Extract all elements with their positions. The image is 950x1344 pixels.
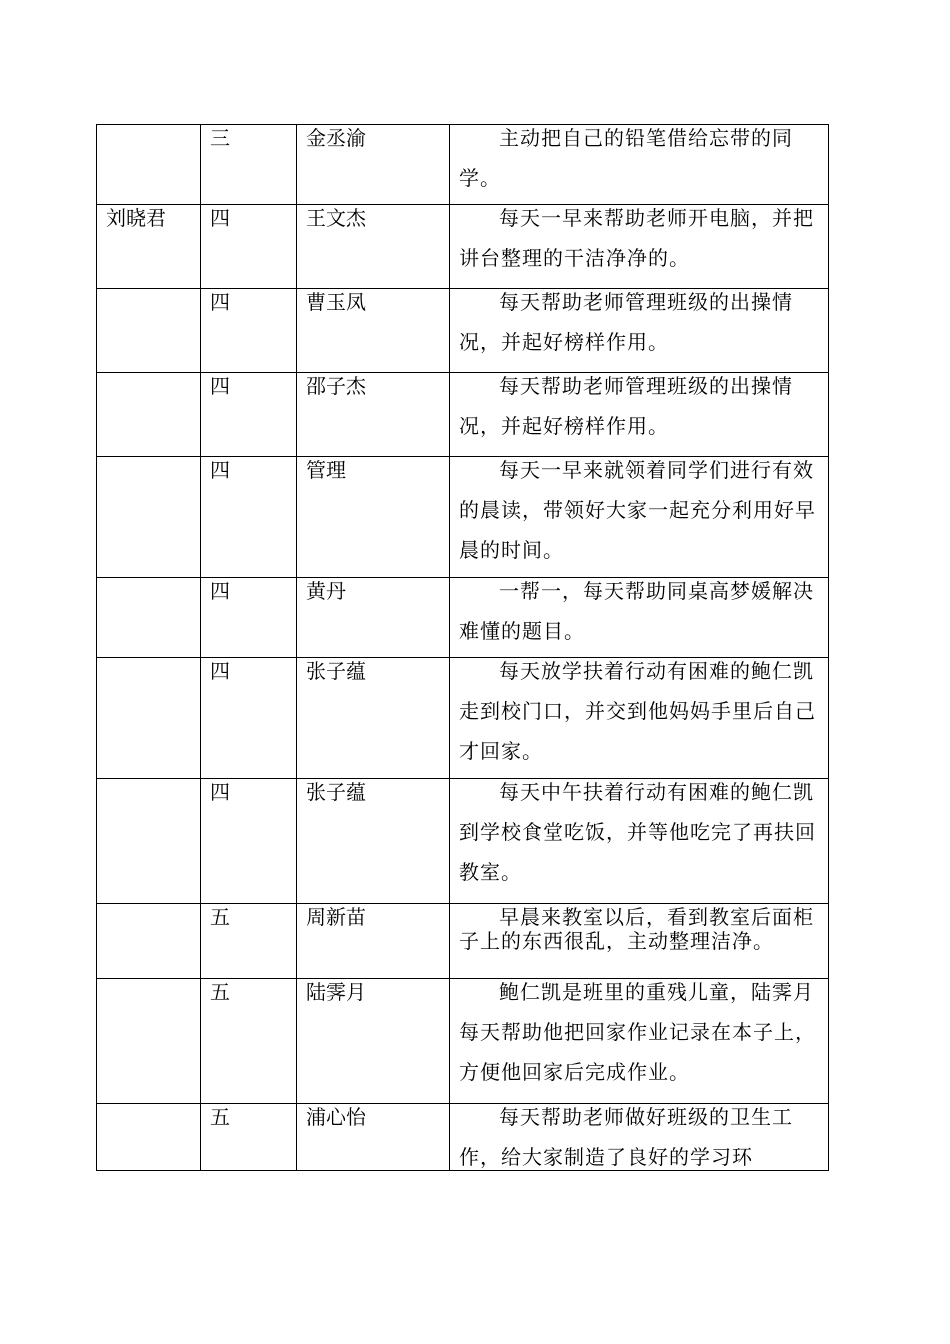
grade-cell: [201, 457, 297, 578]
grade-cell: [201, 1104, 297, 1171]
student-name-cell: [297, 779, 450, 904]
grade-text: 四: [210, 374, 230, 398]
table-row: [97, 979, 829, 1104]
grade-cell: [201, 373, 297, 457]
grade-text: 五: [210, 905, 230, 929]
grade-cell: [201, 578, 297, 658]
deed-description-text: 每天中午扶着行动有困难的鲍仁凯到学校食堂吃饭，并等他吃完了再扶回教室。: [459, 780, 816, 884]
student-name-text: 陆霁月: [306, 980, 366, 1004]
grade-text: 四: [210, 579, 230, 603]
table-row: [97, 578, 829, 658]
teacher-cell: [97, 1104, 201, 1171]
grade-cell: [201, 779, 297, 904]
deed-description-cell: [450, 658, 829, 779]
student-name-cell: [297, 658, 450, 779]
grade-text: 四: [210, 659, 230, 683]
grade-text: 五: [210, 1105, 230, 1129]
student-name-cell: [297, 1104, 450, 1171]
student-name-cell: [297, 289, 450, 373]
table-row: [97, 125, 829, 205]
grade-cell: [201, 205, 297, 289]
grade-cell: [201, 125, 297, 205]
deed-description-cell: [450, 979, 829, 1104]
table-row: [97, 205, 829, 289]
grade-cell: [201, 904, 297, 979]
table-row: [97, 658, 829, 779]
table-row: [97, 1104, 829, 1171]
deed-description-cell: [450, 1104, 829, 1171]
student-name-text: 黄丹: [306, 579, 346, 603]
student-name-text: 金丞渝: [306, 126, 366, 150]
student-name-text: 浦心怡: [306, 1105, 366, 1129]
student-name-cell: [297, 904, 450, 979]
table-row: [97, 904, 829, 979]
deed-description-text: 一帮一，每天帮助同桌高梦媛解决难懂的题目。: [459, 579, 814, 643]
teacher-cell: [97, 205, 201, 289]
deed-description-cell: [450, 904, 829, 979]
table-row: [97, 779, 829, 904]
student-name-text: 王文杰: [306, 206, 366, 230]
deed-description-text: 主动把自己的铅笔借给忘带的同学。: [459, 126, 793, 190]
teacher-cell: [97, 779, 201, 904]
teacher-cell: [97, 125, 201, 205]
grade-text: 四: [210, 206, 230, 230]
grade-cell: [201, 658, 297, 779]
student-name-cell: [297, 578, 450, 658]
grade-text: 三: [210, 126, 230, 150]
deed-description-text: 每天放学扶着行动有困难的鲍仁凯走到校门口，并交到他妈妈手里后自己才回家。: [459, 659, 816, 763]
grade-cell: [201, 289, 297, 373]
student-name-text: 张子蕴: [306, 780, 366, 804]
grade-text: 五: [210, 980, 230, 1004]
grade-cell: [201, 979, 297, 1104]
teacher-cell: [97, 289, 201, 373]
table-row: [97, 289, 829, 373]
deed-description-text: 每天一早来就领着同学们进行有效的晨读，带领好大家一起充分利用好早晨的时间。: [459, 458, 816, 562]
deed-description-text: 每天帮助老师做好班级的卫生工作，给大家制造了良好的学习环: [459, 1105, 793, 1169]
student-name-text: 邵子杰: [306, 374, 366, 398]
teacher-cell: [97, 578, 201, 658]
teacher-text: 刘晓君: [106, 206, 166, 230]
deed-description-cell: [450, 457, 829, 578]
student-name-cell: [297, 125, 450, 205]
student-name-text: 曹玉凤: [306, 290, 366, 314]
student-name-text: 张子蕴: [306, 659, 366, 683]
deed-description-text: 每天帮助老师管理班级的出操情况，并起好榜样作用。: [459, 290, 793, 354]
deed-description-text: 鲍仁凯是班里的重残儿童，陆霁月每天帮助他把回家作业记录在本子上，方便他回家后完成作业。: [459, 980, 816, 1084]
grade-text: 四: [210, 780, 230, 804]
deed-description-text: 每天一早来帮助老师开电脑，并把讲台整理的干洁净净的。: [459, 206, 814, 270]
student-name-text: 周新苗: [306, 905, 366, 929]
table-row: [97, 457, 829, 578]
record-table: [96, 124, 829, 1171]
student-name-text: 管理: [306, 458, 346, 482]
grade-text: 四: [210, 458, 230, 482]
deed-description-cell: [450, 125, 829, 205]
grade-text: 四: [210, 290, 230, 314]
deed-description-cell: [450, 289, 829, 373]
deed-description-cell: [450, 373, 829, 457]
deed-description-text: 早晨来教室以后，看到教室后面柜子上的东西很乱，主动整理洁净。: [459, 905, 814, 953]
teacher-cell: [97, 373, 201, 457]
teacher-cell: [97, 457, 201, 578]
teacher-cell: [97, 979, 201, 1104]
student-name-cell: [297, 205, 450, 289]
teacher-cell: [97, 904, 201, 979]
teacher-cell: [97, 658, 201, 779]
table-row: [97, 373, 829, 457]
student-name-cell: [297, 457, 450, 578]
deed-description-cell: [450, 779, 829, 904]
deed-description-text: 每天帮助老师管理班级的出操情况，并起好榜样作用。: [459, 374, 793, 438]
student-name-cell: [297, 373, 450, 457]
student-name-cell: [297, 979, 450, 1104]
deed-description-cell: [450, 578, 829, 658]
deed-description-cell: [450, 205, 829, 289]
